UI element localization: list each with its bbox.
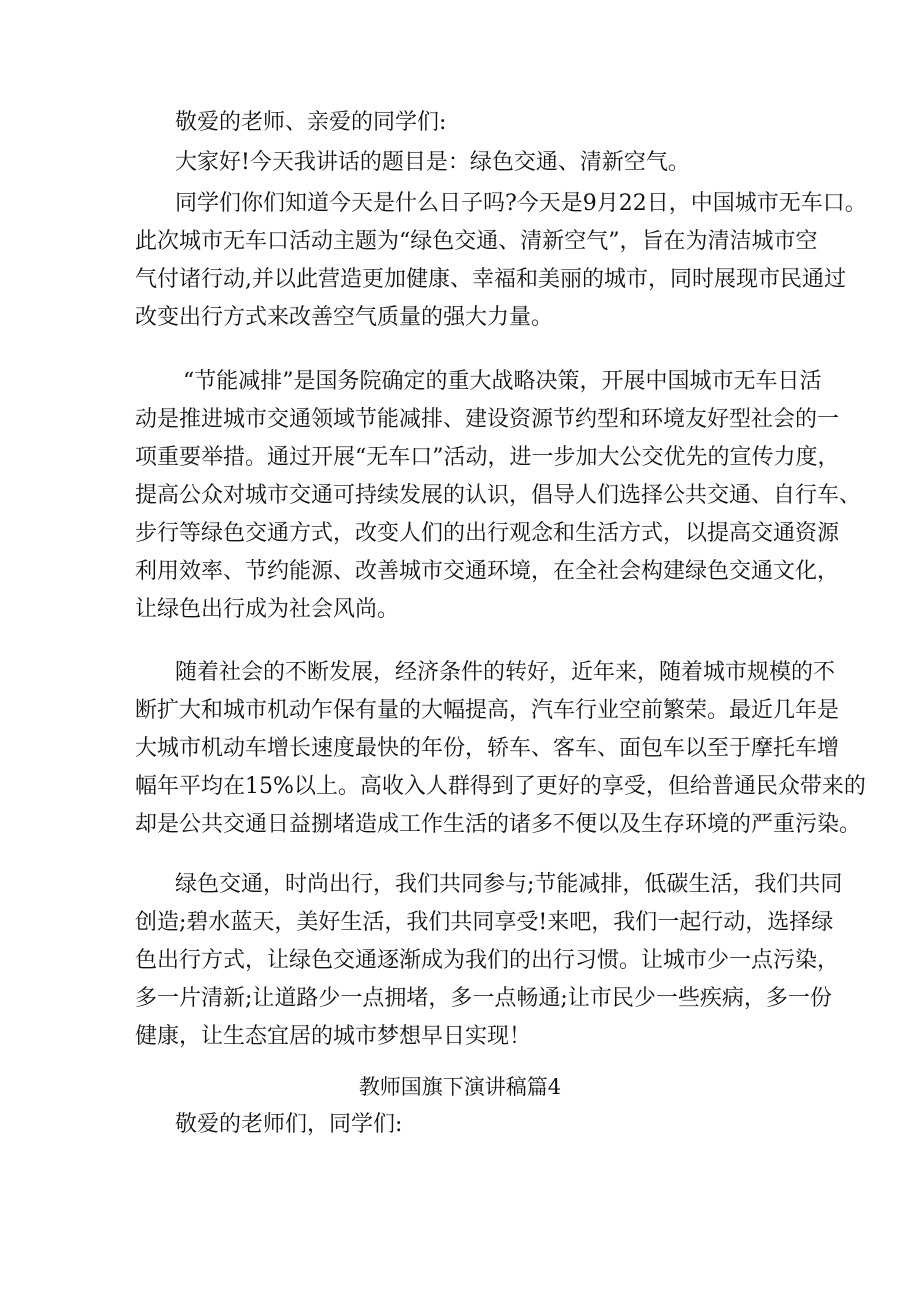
- paragraph-1: [135, 185, 867, 337]
- paragraph-1-line-4: 改变出行方式来改善空气质量的强大力量。: [135, 305, 554, 330]
- paragraph-2: [135, 363, 862, 629]
- paragraph-1-line-1: 同学们你们知道今天是什么日子吗?今天是9月22日，中国城市无车口。: [175, 191, 867, 216]
- greeting-line: 敬爱的老师、亲爱的同学们:: [175, 110, 447, 135]
- paragraph-2-line-4: 提高公众对城市交通可持续发展的认识，倡导人们选择公共交通、自行车、: [135, 483, 862, 508]
- intro-line: 大家好!今天我讲话的题目是：绿色交通、清新空气。: [175, 150, 690, 175]
- paragraph-3-line-3: 大城市机动车增长速度最快的年份，轿车、客车、面包车以至于摩托车增: [135, 736, 840, 761]
- paragraph-4-line-1: 绿色交通，时尚出行，我们共同参与;节能减排，低碳生活，我们共同: [175, 872, 843, 897]
- paragraph-2-line-6: 利用效率、节约能源、改善城市交通环境，在全社会构建绿色交通文化，: [135, 559, 840, 584]
- paragraph-3-line-5: 却是公共交通日益捌堵造成工作生活的诸多不便以及生存环境的严重污染。: [135, 812, 862, 837]
- paragraph-2-line-7: 让绿色出行成为社会风尚。: [135, 597, 400, 622]
- paragraph-2-line-5: 步行等绿色交通方式，改变人们的出行观念和生活方式，以提高交通资源: [135, 521, 840, 546]
- paragraph-3-line-4: 幅年平均在15%以上。高收入人群得到了更好的享受，但给普通民众带来的: [135, 774, 866, 799]
- paragraph-4: [135, 866, 843, 1056]
- paragraph-2-line-1: “节能减排”是国务院确定的重大战略决策，开展中国城市无车日活: [183, 369, 822, 394]
- paragraph-1-line-3: 气付诸行动,并以此营造更加健康、幸福和美丽的城市，同时展现市民通过: [135, 267, 846, 292]
- paragraph-2-line-3: 项重要举措。通过开展“无车口”活动，进一步加大公交优先的宣传力度，: [135, 445, 840, 470]
- greeting-line-2: 敬爱的老师们，同学们:: [175, 1112, 403, 1137]
- paragraph-3-line-1: 随着社会的不断发展，经济条件的转好，近年来，随着城市规模的不: [175, 660, 836, 685]
- paragraph-2-line-2: 动是推进城市交通领域节能减排、建设资源节约型和环境友好型社会的一: [135, 407, 840, 432]
- paragraph-4-line-4: 多一片清新;让道路少一点拥堵，多一点畅通;让市民少一些疾病，多一份: [135, 986, 832, 1011]
- section-title: 教师国旗下演讲稿篇4: [358, 1075, 562, 1099]
- paragraph-4-line-3: 色出行方式，让绿色交通逐渐成为我们的出行习惯。让城市少一点污染，: [135, 948, 840, 973]
- paragraph-3: [135, 654, 866, 844]
- paragraph-4-line-2: 创造;碧水蓝天，美好生活，我们共同享受!来吧，我们一起行动，选择绿: [135, 910, 834, 935]
- paragraph-1-line-2: 此次城市无车口活动主题为“绿色交通、清新空气”，旨在为清洁城市空: [135, 229, 818, 254]
- paragraph-4-line-5: 健康，让生态宜居的城市梦想早日实现！: [135, 1024, 532, 1049]
- paragraph-3-line-2: 断扩大和城市机动乍保有量的大幅提高，汽车行业空前繁荣。最近几年是: [135, 698, 840, 723]
